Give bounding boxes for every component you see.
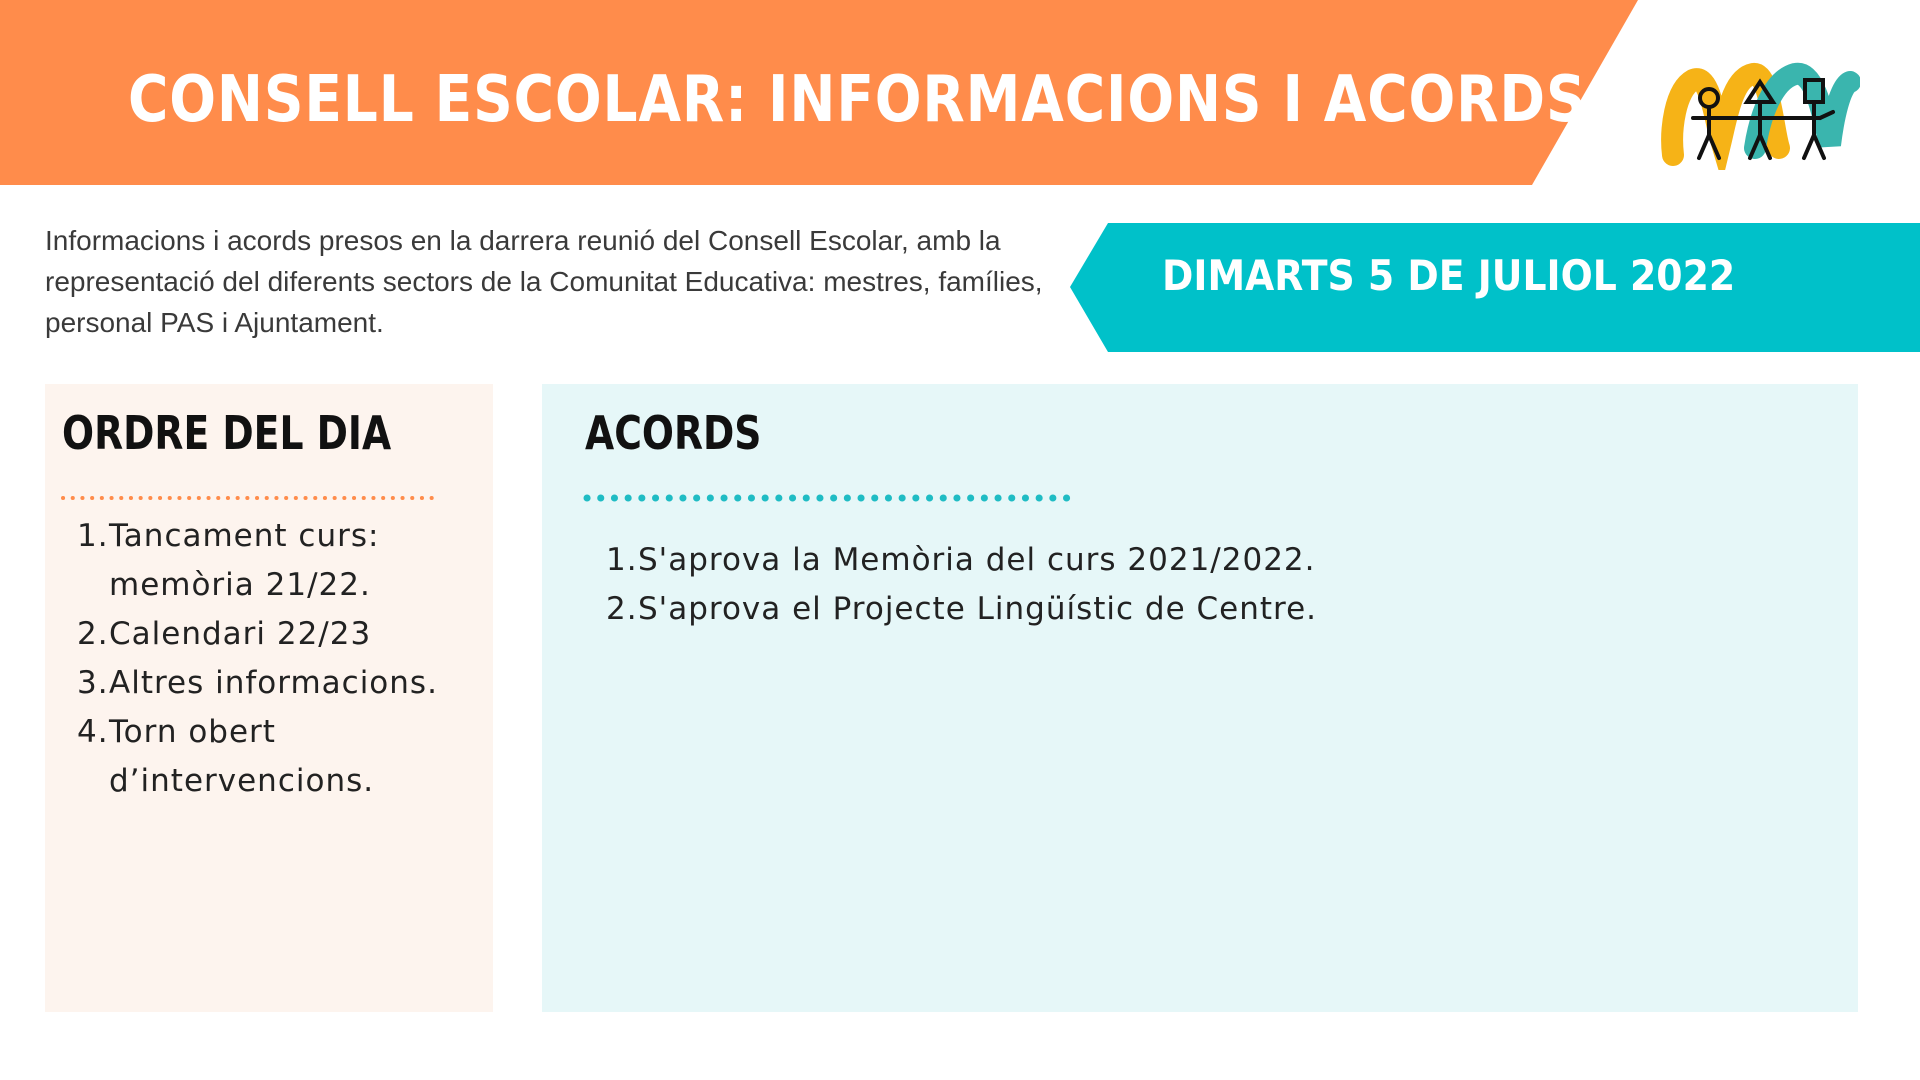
agenda-item-text: Torn obert d’intervencions. <box>109 714 375 799</box>
agenda-item-text: Tancament curs: memòria 21/22. <box>109 518 380 603</box>
acords-heading: ACORDS <box>585 406 762 460</box>
header-band <box>0 0 1920 185</box>
acords-item-number: 2. <box>606 591 638 627</box>
acords-item-text: S'aprova el Projecte Lingüístic de Centre. <box>638 591 1318 627</box>
acords-list <box>606 536 1806 634</box>
acords-item-text: S'aprova la Memòria del curs 2021/2022. <box>638 542 1316 578</box>
agenda-dotted-divider <box>60 494 440 502</box>
agenda-item <box>77 659 477 708</box>
intro-paragraph: Informacions i acords presos en la darrera reunió del Consell Escolar, amb la representació del diferents sectors de la Comunitat Educativa: mestres, famílies, personal PAS i Ajuntament. <box>45 225 1043 338</box>
acords-item <box>606 536 1806 585</box>
agenda-item <box>77 512 477 610</box>
agenda-item-number: 4. <box>77 714 109 750</box>
agenda-item-text: Calendari 22/23 <box>109 616 372 652</box>
acords-item <box>606 585 1806 634</box>
acords-dotted-divider <box>583 494 1083 502</box>
agenda-heading: ORDRE DEL DIA <box>62 406 392 460</box>
agenda-item-number: 3. <box>77 665 109 701</box>
page-title: CONSELL ESCOLAR: INFORMACIONS I ACORDS <box>128 63 1587 137</box>
agenda-item-number: 2. <box>77 616 109 652</box>
acords-item-number: 1. <box>606 542 638 578</box>
date-banner <box>1070 223 1920 352</box>
agenda-item <box>77 610 477 659</box>
meeting-date: DIMARTS 5 DE JULIOL 2022 <box>1162 251 1736 300</box>
school-logo-icon <box>1655 60 1860 170</box>
agenda-item-text: Altres informacions. <box>109 665 438 701</box>
agenda-list <box>77 512 477 806</box>
agenda-item-number: 1. <box>77 518 109 554</box>
agenda-item <box>77 708 477 806</box>
acords-panel <box>542 384 1858 1012</box>
agenda-panel <box>45 384 493 1012</box>
